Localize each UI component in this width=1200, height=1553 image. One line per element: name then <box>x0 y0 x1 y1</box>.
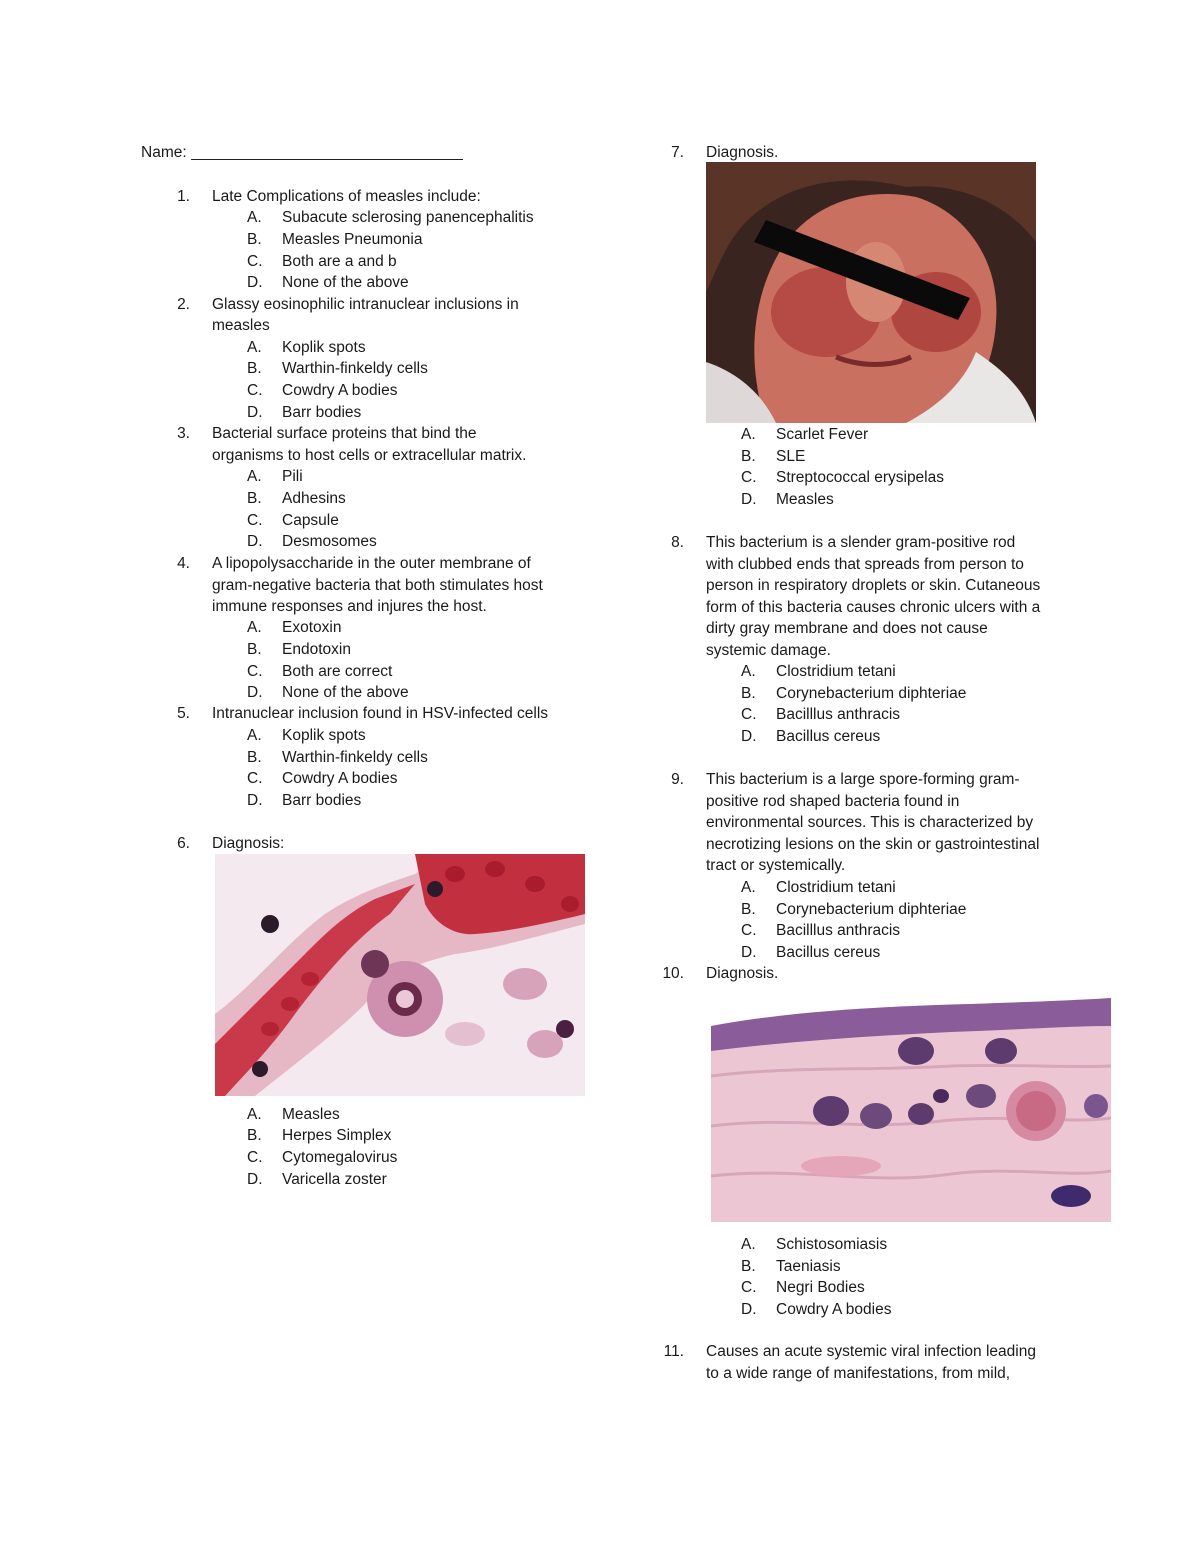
question-text: This bacterium is a slender gram-positive rod <box>706 534 1016 551</box>
question-number: 8. <box>671 534 684 551</box>
question-text: Intranuclear inclusion found in HSV-infected cells <box>212 705 549 722</box>
question-text: Bacterial surface proteins that bind the <box>212 425 477 442</box>
option-text: Cowdry A bodies <box>776 1301 892 1318</box>
histology-image-q6 <box>215 854 585 1096</box>
question-number: 10. <box>662 965 684 982</box>
question-number: 3. <box>177 425 190 442</box>
option-text: Capsule <box>282 512 339 529</box>
question-text: Diagnosis: <box>212 835 285 852</box>
option-letter: C. <box>741 922 757 939</box>
option-text: Herpes Simplex <box>282 1127 392 1144</box>
question-text: environmental sources. This is characterized by <box>706 814 1034 831</box>
option-letter: C. <box>247 512 263 529</box>
option-text: Both are a and b <box>282 253 397 270</box>
question-text: form of this bacteria causes chronic ulcers with a <box>706 599 1041 616</box>
question-text: This bacterium is a large spore-forming gram- <box>706 771 1020 788</box>
histology-figure-q10 <box>711 996 1111 1222</box>
option-text: Bacillus cereus <box>776 944 881 961</box>
option-text: Cowdry A bodies <box>282 382 398 399</box>
option-letter: B. <box>247 1127 262 1144</box>
option-letter: B. <box>741 901 756 918</box>
option-text: None of the above <box>282 274 409 291</box>
option-letter: B. <box>741 448 756 465</box>
question-number: 2. <box>177 296 190 313</box>
option-letter: A. <box>247 1106 262 1123</box>
question-number: 9. <box>671 771 684 788</box>
option-text: Both are correct <box>282 663 393 680</box>
question-number: 4. <box>177 555 190 572</box>
option-letter: D. <box>741 944 757 961</box>
option-text: Clostridium tetani <box>776 663 896 680</box>
question-text: gram-negative bacteria that both stimulates host <box>212 577 543 594</box>
option-letter: A. <box>247 209 262 226</box>
option-text: Desmosomes <box>282 533 377 550</box>
option-letter: C. <box>247 770 263 787</box>
name-label: Name: <box>141 144 187 161</box>
option-text: Barr bodies <box>282 792 362 809</box>
option-letter: C. <box>247 1149 263 1166</box>
option-text: Bacilllus anthracis <box>776 706 901 723</box>
option-letter: A. <box>741 426 756 443</box>
option-letter: C. <box>247 663 263 680</box>
option-text: None of the above <box>282 684 409 701</box>
question-text: A lipopolysaccharide in the outer membrane of <box>212 555 531 572</box>
option-letter: D. <box>247 684 263 701</box>
option-letter: B. <box>741 685 756 702</box>
question-text: person in respiratory droplets or skin. Cutaneous <box>706 577 1041 594</box>
question-text: tract or systemically. <box>706 857 846 874</box>
option-letter: A. <box>247 339 262 356</box>
option-letter: B. <box>247 641 262 658</box>
option-letter: C. <box>741 469 757 486</box>
option-letter: A. <box>741 1236 756 1253</box>
option-letter: A. <box>741 663 756 680</box>
question-text: measles <box>212 317 270 334</box>
option-text: Scarlet Fever <box>776 426 869 443</box>
patient-face-photo-q7 <box>706 162 1036 423</box>
option-letter: C. <box>247 382 263 399</box>
name-field <box>141 142 463 163</box>
option-text: Streptococcal erysipelas <box>776 469 944 486</box>
option-text: Bacillus cereus <box>776 728 881 745</box>
question-number: 6. <box>177 835 190 852</box>
option-letter: D. <box>247 274 263 291</box>
option-letter: D. <box>247 404 263 421</box>
option-letter: B. <box>247 490 262 507</box>
option-text: Negri Bodies <box>776 1279 865 1296</box>
option-letter: B. <box>247 231 262 248</box>
option-text: Clostridium tetani <box>776 879 896 896</box>
option-letter: B. <box>741 1258 756 1275</box>
option-letter: B. <box>247 360 262 377</box>
option-text: Bacilllus anthracis <box>776 922 901 939</box>
option-letter: B. <box>247 749 262 766</box>
option-text: Adhesins <box>282 490 346 507</box>
question-number: 1. <box>177 188 190 205</box>
option-letter: A. <box>247 619 262 636</box>
question-text: necrotizing lesions on the skin or gastrointestinal <box>706 836 1040 853</box>
option-text: Cowdry A bodies <box>282 770 398 787</box>
option-text: Taeniasis <box>776 1258 841 1275</box>
option-text: Corynebacterium diphteriae <box>776 685 967 702</box>
option-letter: D. <box>247 533 263 550</box>
option-letter: A. <box>741 879 756 896</box>
option-letter: D. <box>247 792 263 809</box>
question-text: dirty gray membrane and does not cause <box>706 620 988 637</box>
option-letter: D. <box>741 1301 757 1318</box>
question-text: immune responses and injures the host. <box>212 598 487 615</box>
option-text: Warthin-finkeldy cells <box>282 360 428 377</box>
name-blank-line <box>191 145 463 160</box>
question-text: Glassy eosinophilic intranuclear inclusions in <box>212 296 519 313</box>
option-letter: A. <box>247 468 262 485</box>
option-text: Measles <box>776 491 834 508</box>
histology-figure-q6 <box>215 854 585 1096</box>
option-letter: D. <box>741 491 757 508</box>
question-text: systemic damage. <box>706 642 831 659</box>
option-text: Exotoxin <box>282 619 342 636</box>
option-text: Endotoxin <box>282 641 351 658</box>
question-text: Late Complications of measles include: <box>212 188 481 205</box>
option-text: Varicella zoster <box>282 1171 387 1188</box>
option-text: Cytomegalovirus <box>282 1149 398 1166</box>
question-number: 11. <box>663 1343 684 1360</box>
option-letter: C. <box>741 1279 757 1296</box>
face-figure-q7 <box>706 162 1036 423</box>
question-number: 5. <box>177 705 190 722</box>
question-text: organisms to host cells or extracellular matrix. <box>212 447 527 464</box>
option-text: Pili <box>282 468 303 485</box>
option-text: Warthin-finkeldy cells <box>282 749 428 766</box>
question-number: 7. <box>671 144 684 161</box>
option-text: Subacute sclerosing panencephalitis <box>282 209 534 226</box>
option-text: Barr bodies <box>282 404 362 421</box>
question-text: Diagnosis. <box>706 965 779 982</box>
question-text: to a wide range of manifestations, from mild, <box>706 1365 1011 1382</box>
histology-image-q10 <box>711 996 1111 1222</box>
option-letter: C. <box>247 253 263 270</box>
option-letter: A. <box>247 727 262 744</box>
option-text: Koplik spots <box>282 727 366 744</box>
option-letter: C. <box>741 706 757 723</box>
option-text: Corynebacterium diphteriae <box>776 901 967 918</box>
question-text: positive rod shaped bacteria found in <box>706 793 960 810</box>
option-text: Schistosomiasis <box>776 1236 888 1253</box>
question-text: Causes an acute systemic viral infection leading <box>706 1343 1036 1360</box>
option-text: SLE <box>776 448 806 465</box>
option-text: Measles Pneumonia <box>282 231 423 248</box>
option-text: Koplik spots <box>282 339 366 356</box>
option-letter: D. <box>741 728 757 745</box>
option-text: Measles <box>282 1106 340 1123</box>
question-text: Diagnosis. <box>706 144 779 161</box>
option-letter: D. <box>247 1171 263 1188</box>
question-text: with clubbed ends that spreads from person to <box>706 556 1024 573</box>
